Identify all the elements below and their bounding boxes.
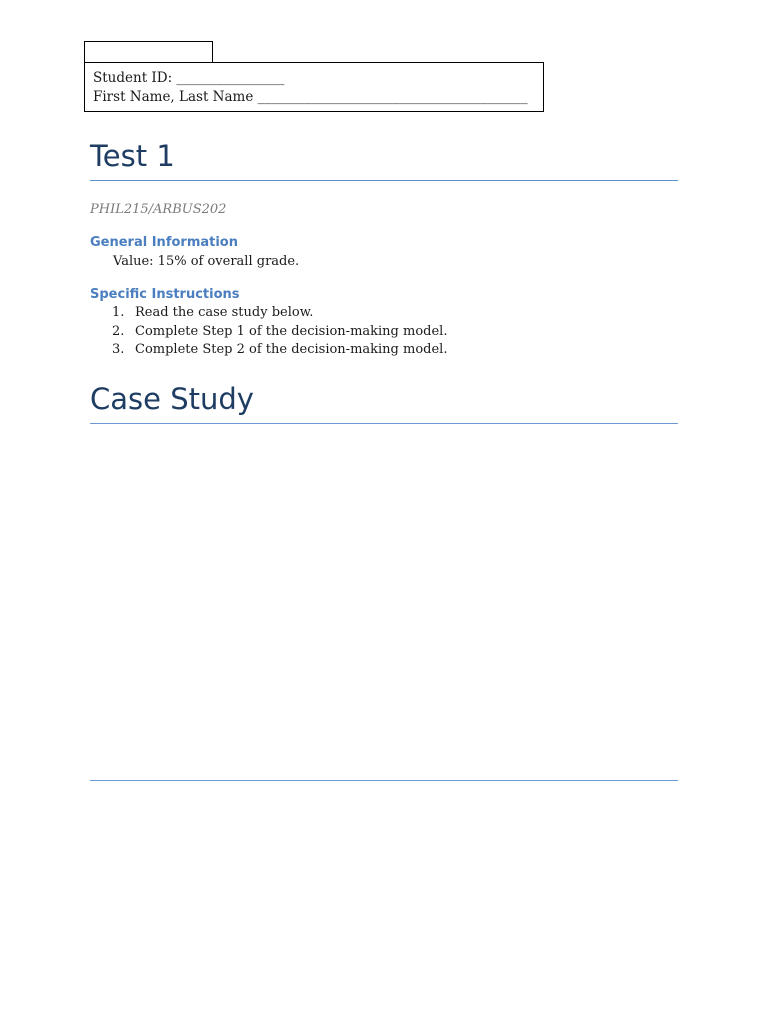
case-study-underline <box>90 423 678 424</box>
student-id-field[interactable]: Student ID: ________________ <box>93 70 285 86</box>
page-title: Test 1 <box>90 139 175 173</box>
list-item <box>112 341 447 360</box>
general-information-heading: General Information <box>90 235 238 250</box>
specific-instructions-heading: Specific Instructions <box>90 287 240 302</box>
list-item-text: Complete Step 1 of the decision-making model. <box>135 323 448 339</box>
list-item-text: Read the case study below. <box>135 305 314 320</box>
case-study-bottom-rule <box>90 780 678 781</box>
list-item-text: Complete Step 2 of the decision-making model. <box>135 342 448 357</box>
list-item <box>112 323 447 342</box>
instructions-list <box>112 304 447 360</box>
list-item-number: 3. <box>112 342 125 357</box>
list-item-number: 2. <box>112 323 125 339</box>
student-name-field[interactable]: First Name, Last Name ________________________________________ <box>93 89 528 105</box>
student-info-box <box>84 62 544 112</box>
case-study-heading: Case Study <box>90 382 254 416</box>
header-tab-box <box>84 41 213 62</box>
grade-value-text: Value: 15% of overall grade. <box>113 254 300 269</box>
list-item <box>112 304 447 323</box>
list-item-number: 1. <box>112 305 125 320</box>
title-underline <box>90 180 678 181</box>
course-code: PHIL215/ARBUS202 <box>90 202 227 217</box>
